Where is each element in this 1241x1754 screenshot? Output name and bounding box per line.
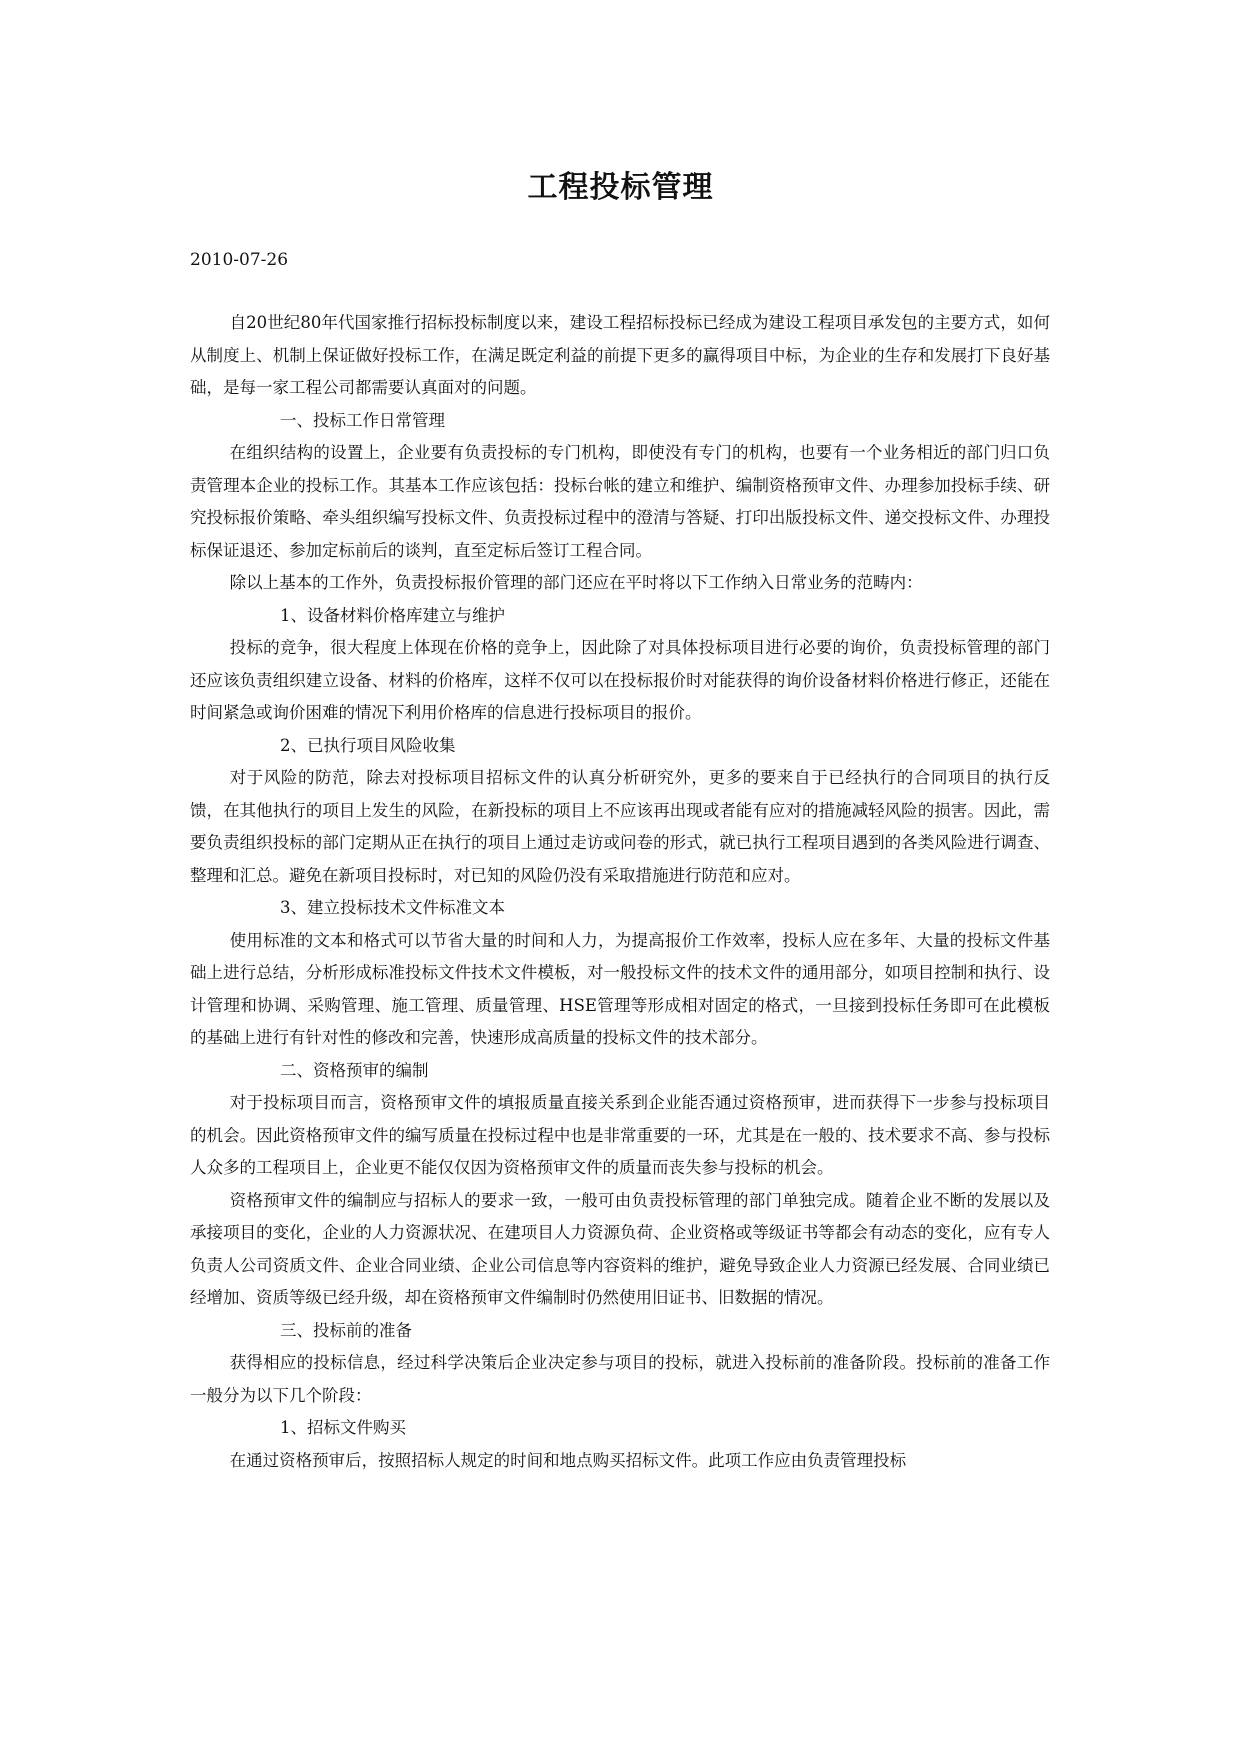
document-title: 工程投标管理 xyxy=(527,170,714,205)
subsection-heading: 1、设备材料价格库建立与维护 xyxy=(280,605,505,625)
section-heading: 三、投标前的准备 xyxy=(280,1320,412,1340)
paragraph: 除以上基本的工作外，负责投标报价管理的部门还应在平时将以下工作纳入日常业务的范畴内： xyxy=(229,573,923,592)
subsection-heading: 3、建立投标技术文件标准文本 xyxy=(280,898,505,917)
paragraph: 资格预审文件的编制应与招标人的要求一致，一般可由负责投标管理的部门单独完成。随着企业不断的发展以及承接项目的变化，企业的人力资源状况、在建项目人力资源负荷、企业资格或等级证书等都会有动态的变化，应有专人负责人公司资质文件、企业合同业绩、企业公司信息等内容资料的维护，避免导致企业人力资源已经发展、合同业绩已经增加、资质等级已经升级，却在资格预审文件编制时仍然使用旧证书、旧数据的情况。 xyxy=(190,1190,1050,1307)
subsection-heading: 2、已执行项目风险收集 xyxy=(280,735,456,755)
paragraph: 使用标准的文本和格式可以节省大量的时间和人力，为提高报价工作效率，投标人应在多年、大量的投标文件基础上进行总结，分析形成标准投标文件技术文件模板，对一般投标文件的技术文件的通用部分，如项目控制和执行、设计管理和协调、采购管理、施工管理、质量管理、HSE管理等形成相对固定的格式，一旦接到投标任务即可在此模板的基础上进行有针对性的修改和完善，快速形成高质量的投标文件的技术部分。 xyxy=(190,930,1050,1047)
section-heading: 二、资格预审的编制 xyxy=(280,1060,429,1080)
document-body xyxy=(190,307,1050,1477)
paragraph: 在通过资格预审后，按照招标人规定的时间和地点购买招标文件。此项工作应由负责管理投标 xyxy=(229,1450,907,1470)
paragraph: 投标的竞争，很大程度上体现在价格的竞争上，因此除了对具体投标项目进行必要的询价，负责投标管理的部门还应该负责组织建立设备、材料的价格库，这样不仅可以在投标报价时对能获得的询价设备材料价格进行修正，还能在时间紧急或询价困难的情况下利用价格库的信息进行投标项目的报价。 xyxy=(190,638,1050,722)
paragraph: 对于投标项目而言，资格预审文件的填报质量直接关系到企业能否通过资格预审，进而获得下一步参与投标项目的机会。因此资格预审文件的编写质量在投标过程中也是非常重要的一环，尤其是在一般的、技术要求不高、参与投标人众多的工程项目上，企业更不能仅仅因为资格预审文件的质量而丧失参与投标的机会。 xyxy=(190,1093,1050,1177)
paragraph: 获得相应的投标信息，经过科学决策后企业决定参与项目的投标，就进入投标前的准备阶段。投标前的准备工作一般分为以下几个阶段： xyxy=(190,1353,1050,1405)
subsection-heading: 1、招标文件购买 xyxy=(280,1418,406,1437)
paragraph: 对于风险的防范，除去对投标项目招标文件的认真分析研究外，更多的要来自于已经执行的合同项目的执行反馈，在其他执行的项目上发生的风险，在新投标的项目上不应该再出现或者能有应对的措施减轻风险的损害。因此，需要负责组织投标的部门定期从正在执行的项目上通过走访或问卷的形式，就已执行工程项目遇到的各类风险进行调查、整理和汇总。避免在新项目投标时，对已知的风险仍没有采取措施进行防范和应对。 xyxy=(190,768,1050,885)
paragraph: 在组织结构的设置上，企业要有负责投标的专门机构，即使没有专门的机构，也要有一个业务相近的部门归口负责管理本企业的投标工作。其基本工作应该包括：投标台帐的建立和维护、编制资格预审文件、办理参加投标手续、研究投标报价策略、牵头组织编写投标文件、负责投标过程中的澄清与答疑、打印出版投标文件、递交投标文件、办理投标保证退还、参加定标前后的谈判，直至定标后签订工程合同。 xyxy=(190,443,1050,560)
paragraph: 自20世纪80年代国家推行招标投标制度以来，建设工程招标投标已经成为建设工程项目承发包的主要方式，如何从制度上、机制上保证做好投标工作，在满足既定利益的前提下更多的赢得项目中标，为企业的生存和发展打下良好基础，是每一家工程公司都需要认真面对的问题。 xyxy=(190,313,1050,397)
section-heading: 一、投标工作日常管理 xyxy=(280,410,445,430)
document-date: 2010-07-26 xyxy=(190,250,289,270)
